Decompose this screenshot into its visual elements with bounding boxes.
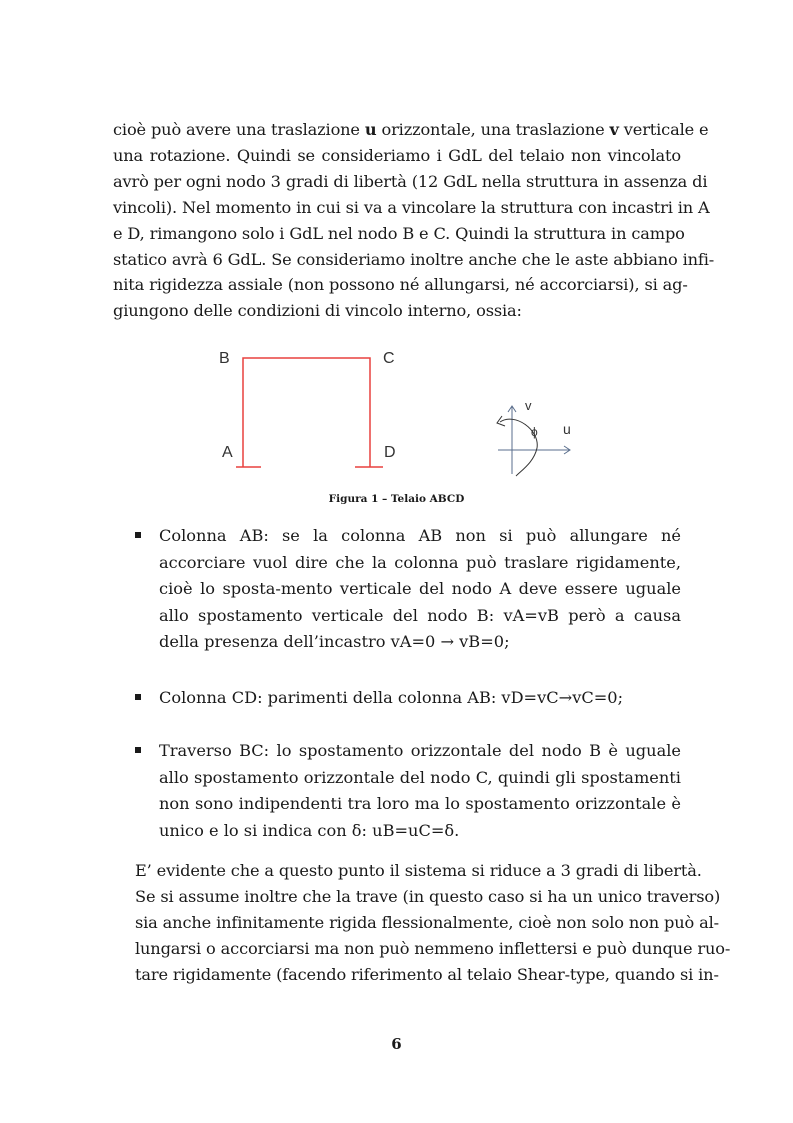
text-line: tare rigidamente (facendo riferimento al telaio Shear-type, quando si in- xyxy=(135,964,719,984)
frame-members xyxy=(243,358,370,467)
bullet-square-icon xyxy=(135,747,141,753)
list-item-text: Colonna AB: se la colonna AB non si può allungare né accorciare vuol dire che la colonna può traslare rigidamente, cioè lo sposta-mento verticale del nodo A deve essere uguale allo spostamento verticale del nodo B: vA=vB però a causa della presenza dell’incastro vA=0 → vB=0; xyxy=(159,526,681,651)
label-phi: ϕ xyxy=(531,425,538,439)
text-line: cioè può avere una traslazione u orizzontale, una traslazione v verticale e xyxy=(113,120,709,139)
label-d: D xyxy=(384,444,396,461)
label-u: u xyxy=(563,421,571,437)
label-v: v xyxy=(525,398,532,413)
figure-caption: Figura 1 – Telaio ABCD xyxy=(328,493,465,505)
page-number: 6 xyxy=(391,1035,402,1053)
label-b: B xyxy=(219,350,230,367)
bullet-square-icon xyxy=(135,532,141,538)
text-line: giungono delle condizioni di vincolo interno, ossia: xyxy=(113,301,522,321)
frame-diagram xyxy=(200,340,600,480)
paragraph-conclusion xyxy=(113,858,731,988)
text-line: una rotazione. Quindi se consideriamo i GdL del telaio non vincolato xyxy=(113,145,681,165)
text-line: vincoli). Nel momento in cui si va a vincolare la struttura con incastri in A xyxy=(113,197,710,217)
list-item-text: Colonna CD: parimenti della colonna AB: vD=vC→vC=0; xyxy=(159,688,624,707)
text-line: nita rigidezza assiale (non possono né allungarsi, né accorciarsi), si ag- xyxy=(113,275,688,295)
text-line: e D, rimangono solo i GdL nel nodo B e C. Quindi la struttura in campo xyxy=(113,223,685,243)
label-a: A xyxy=(222,444,233,461)
list-item-text: Traverso BC: lo spostamento orizzontale del nodo B è uguale allo spostamento orizzontale del nodo C, quindi gli spostamenti non sono indipendenti tra loro ma lo spostamento orizzontale è unico e lo si indica con δ: uB=uC=δ. xyxy=(159,741,681,840)
label-c: C xyxy=(383,350,395,367)
text-line: Se si assume inoltre che la trave (in questo caso si ha un unico traverso) xyxy=(135,886,721,906)
frame-figure xyxy=(200,340,600,480)
paragraph-intro xyxy=(113,117,715,324)
bullet-square-icon xyxy=(135,694,141,700)
text-line: E’ evidente che a questo punto il sistema si riduce a 3 gradi di libertà. xyxy=(135,861,702,880)
dof-axes-icon xyxy=(497,406,570,476)
text-line: sia anche infinitamente rigida flessionalmente, cioè non solo non può al- xyxy=(135,912,719,932)
text-line: lungarsi o accorciarsi ma non può nemmeno inflettersi e può dunque ruo- xyxy=(135,938,731,958)
frame-structure xyxy=(236,358,383,467)
text-line: statico avrà 6 GdL. Se consideriamo inoltre anche che le aste abbiano infi- xyxy=(113,249,715,269)
text-line: avrò per ogni nodo 3 gradi di libertà (12 GdL nella struttura in assenza di xyxy=(113,171,708,191)
